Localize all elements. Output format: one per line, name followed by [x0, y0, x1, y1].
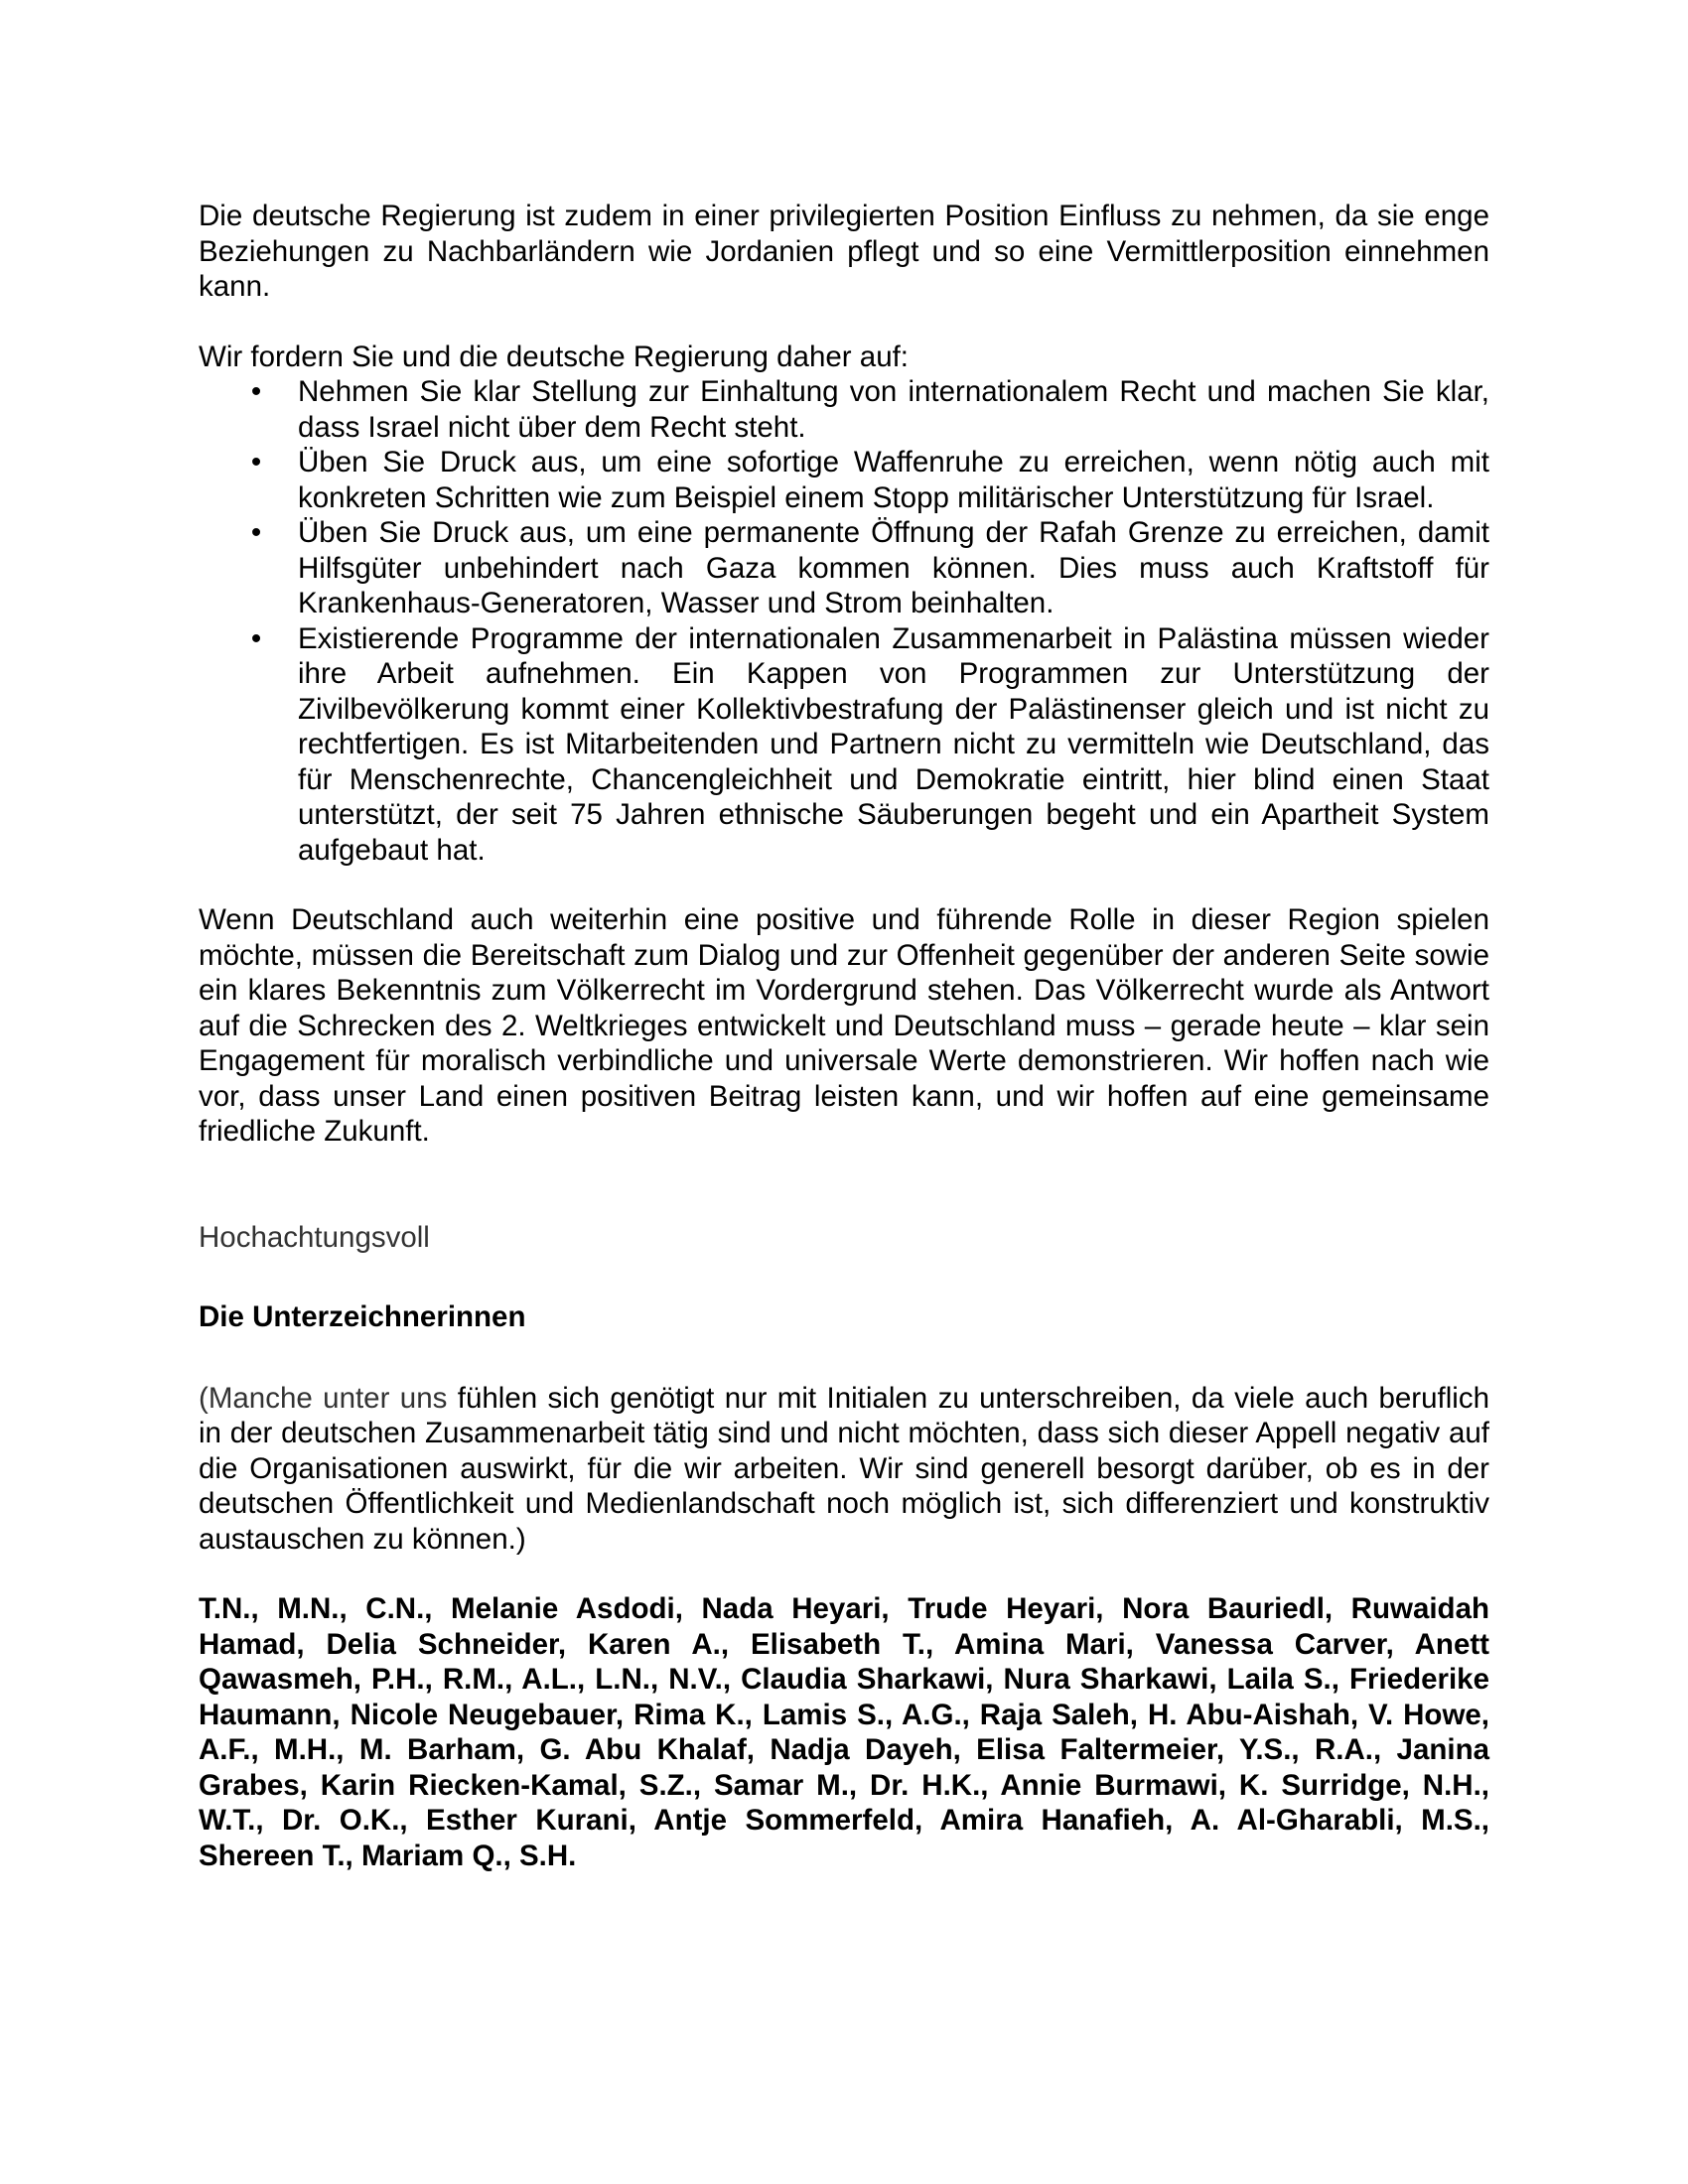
- signatories-heading: Die Unterzeichnerinnen: [199, 1300, 526, 1333]
- demands-list: [199, 374, 1489, 868]
- list-item: [199, 374, 1489, 445]
- initials-note: [199, 1381, 1489, 1558]
- list-item: [199, 445, 1489, 515]
- bullet-icon: •: [250, 516, 262, 549]
- list-item: [199, 515, 1489, 621]
- demands-lead: Wir fordern Sie und die deutsche Regierung daher auf:: [199, 340, 909, 373]
- greeting: Hochachtungsvoll: [199, 1220, 430, 1254]
- intro-paragraph: Die deutsche Regierung ist zudem in einer privilegierten Position Einfluss zu nehmen, da sie enge Beziehungen zu Nachbarländern wie Jordanien pflegt und so eine Vermittlerposition einnehmen kann.: [199, 200, 1489, 303]
- demand-text: Existierende Programme der internationalen Zusammenarbeit in Palästina müssen wieder ihre Arbeit aufnehmen. Ein Kappen von Programmen zur Unterstützung der Zivilbevölkerung kommt einer Kollektivbestrafung der Palästinenser gleich und ist nicht zu rechtfertigen. Es ist Mitarbeitenden und Partnern nicht zu vermitteln wie Deutschland, das für Menschenrechte, Chancengleichheit und Demokratie eintritt, hier blind einen Staat unterstützt, der seit 75 Jahren ethnische Säuberungen begeht und ein Apartheit System aufgebaut hat.: [298, 621, 1489, 867]
- bullet-icon: •: [250, 446, 262, 478]
- list-item: [199, 621, 1489, 869]
- note-text: fühlen sich genötigt nur mit Initialen zu unterschreiben, da viele auch beruflich in der deutschen Zusammenarbeit tätig sind und nicht möchten, dass sich dieser Appell negativ auf die Organisationen auswirkt, für die wir arbeiten. Wir sind generell besorgt darüber, ob es in der deutschen Öffentlichkeit und Medienlandschaft noch möglich ist, sich differenziert und konstruktiv austauschen zu können.): [199, 1381, 1489, 1556]
- note-lead: (Manche unter uns: [199, 1381, 448, 1415]
- demand-text: Nehmen Sie klar Stellung zur Einhaltung von internationalem Recht und machen Sie klar, dass Israel nicht über dem Recht steht.: [298, 375, 1489, 444]
- demand-text: Üben Sie Druck aus, um eine sofortige Waffenruhe zu erreichen, wenn nötig auch mit konkreten Schritten wie zum Beispiel einem Stopp militärischer Unterstützung für Israel.: [298, 446, 1489, 514]
- signatories-list: T.N., M.N., C.N., Melanie Asdodi, Nada Heyari, Trude Heyari, Nora Bauriedl, Ruwaidah Hamad, Delia Schneider, Karen A., Elisabeth T., Amina Mari, Vanessa Carver, Anett Qawasmeh, P.H., R.M., A.L., L.N., N.V., Claudia Sharkawi, Nura Sharkawi, Laila S., Friederike Haumann, Nicole Neugebauer, Rima K., Lamis S., A.G., Raja Saleh, H. Abu-Aishah, V. Howe, A.F., M.H., M. Barham, G. Abu Khalaf, Nadja Dayeh, Elisa Faltermeier, Y.S., R.A., Janina Grabes, Karin Riecken-Kamal, S.Z., Samar M., Dr. H.K., Annie Burmawi, K. Surridge, N.H., W.T., Dr. O.K., Esther Kurani, Antje Sommerfeld, Amira Hanafieh, A. Al-Gharabli, M.S., Shereen T., Mariam Q., S.H.: [199, 1592, 1489, 1872]
- closing-paragraph: Wenn Deutschland auch weiterhin eine positive und führende Rolle in dieser Region spielen möchte, müssen die Bereitschaft zum Dialog und zur Offenheit gegenüber der anderen Seite sowie ein klares Bekenntnis zum Völkerrecht im Vordergrund stehen. Das Völkerrecht wurde als Antwort auf die Schrecken des 2. Weltkrieges entwickelt und Deutschland muss – gerade heute – klar sein Engagement für moralisch verbindliche und universale Werte demonstrieren. Wir hoffen nach wie vor, dass unser Land einen positiven Beitrag leisten kann, und wir hoffen auf eine gemeinsame friedliche Zukunft.: [199, 903, 1489, 1148]
- bullet-icon: •: [250, 621, 262, 655]
- demand-text: Üben Sie Druck aus, um eine permanente Öffnung der Rafah Grenze zu erreichen, damit Hilfsgüter unbehindert nach Gaza kommen können. Dies muss auch Kraftstoff für Krankenhaus-Generatoren, Wasser und Strom beinhalten.: [298, 516, 1489, 619]
- document-page: [199, 199, 1489, 1873]
- bullet-icon: •: [250, 375, 262, 408]
